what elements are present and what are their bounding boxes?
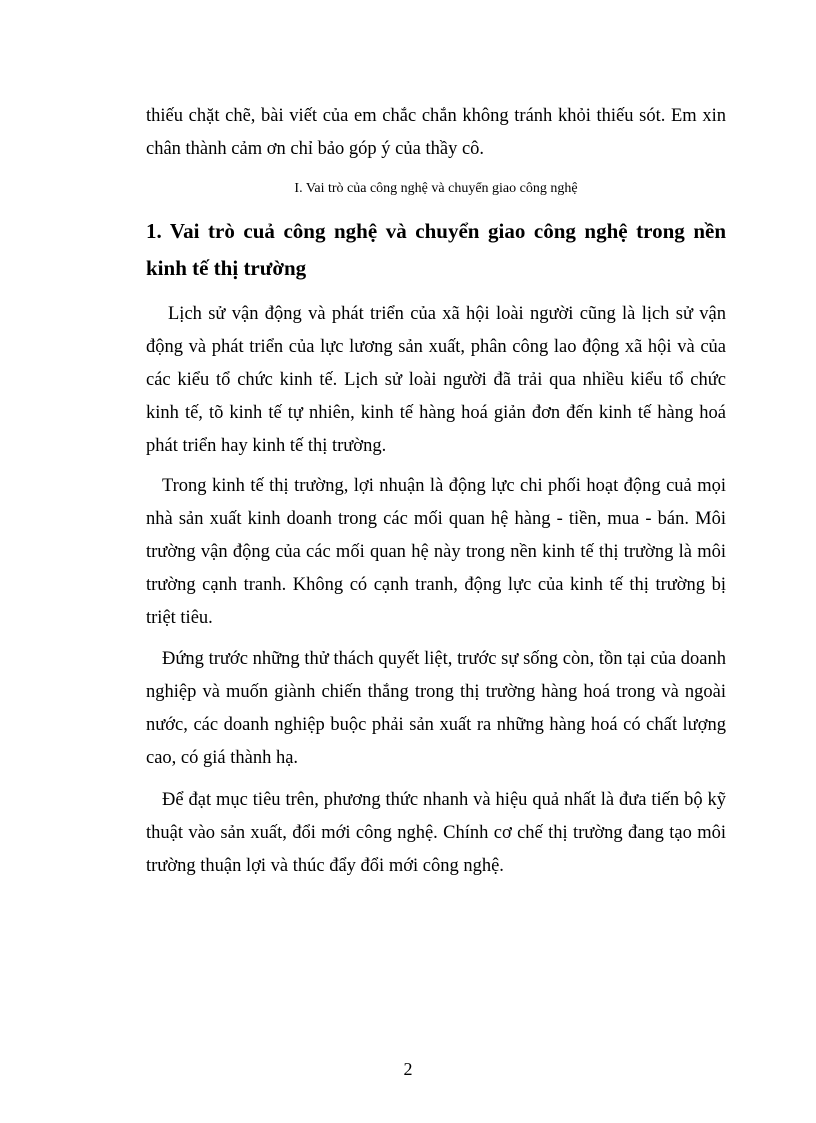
section-heading: I. Vai trò của công nghệ và chuyển giao công nghệ: [294, 181, 578, 196]
sub-heading: 1. Vai trò cuả công nghệ và chuyển giao công nghệ trong nền kinh tế thị trường: [146, 219, 726, 280]
intro-paragraph: thiếu chặt chẽ, bài viết của em chắc chắn không tránh khỏi thiếu sót. Em xin chân thành cảm ơn chỉ bảo góp ý của thầy cô.: [146, 106, 726, 159]
paragraph-2: Trong kinh tế thị trường, lợi nhuận là động lực chi phối hoạt động cuả mọi nhà sản xuất kinh doanh trong các mối quan hệ hàng - tiền, mua - bán. Môi trường vận động của các mối quan hệ này trong nền kinh tế thị trường là môi trường cạnh tranh. Không có cạnh tranh, động lực của kinh tế thị trường bị triệt tiêu.: [146, 476, 726, 628]
paragraph-3: Đứng trước những thử thách quyết liệt, trước sự sống còn, tồn tại của doanh nghiệp và muốn giành chiến thắng trong thị trường hàng hoá trong và ngoài nước, các doanh nghiệp buộc phải sản xuất ra những hàng hoá có chất lượng cao, có giá thành hạ.: [146, 649, 726, 768]
paragraph-1: Lịch sử vận động và phát triển của xã hội loài người cũng là lịch sử vận động và phát triển của lực lương sản xuất, phân công lao động xã hội và của các kiểu tổ chức kinh tế. Lịch sử loài người đã trải qua nhiều kiểu tổ chức kinh tế, tõ kinh tế tự nhiên, kinh tế hàng hoá giản đơn đến kinh tế hàng hoá phát triển hay kinh tế thị trường.: [146, 304, 726, 456]
page-number: 2: [403, 1059, 413, 1079]
paragraph-4: Để đạt mục tiêu trên, phương thức nhanh và hiệu quả nhất là đưa tiến bộ kỹ thuật vào sản xuất, đổi mới công nghệ. Chính cơ chế thị trường đang tạo môi trường thuận lợi và thúc đẩy đổi mới công nghệ.: [146, 790, 726, 876]
